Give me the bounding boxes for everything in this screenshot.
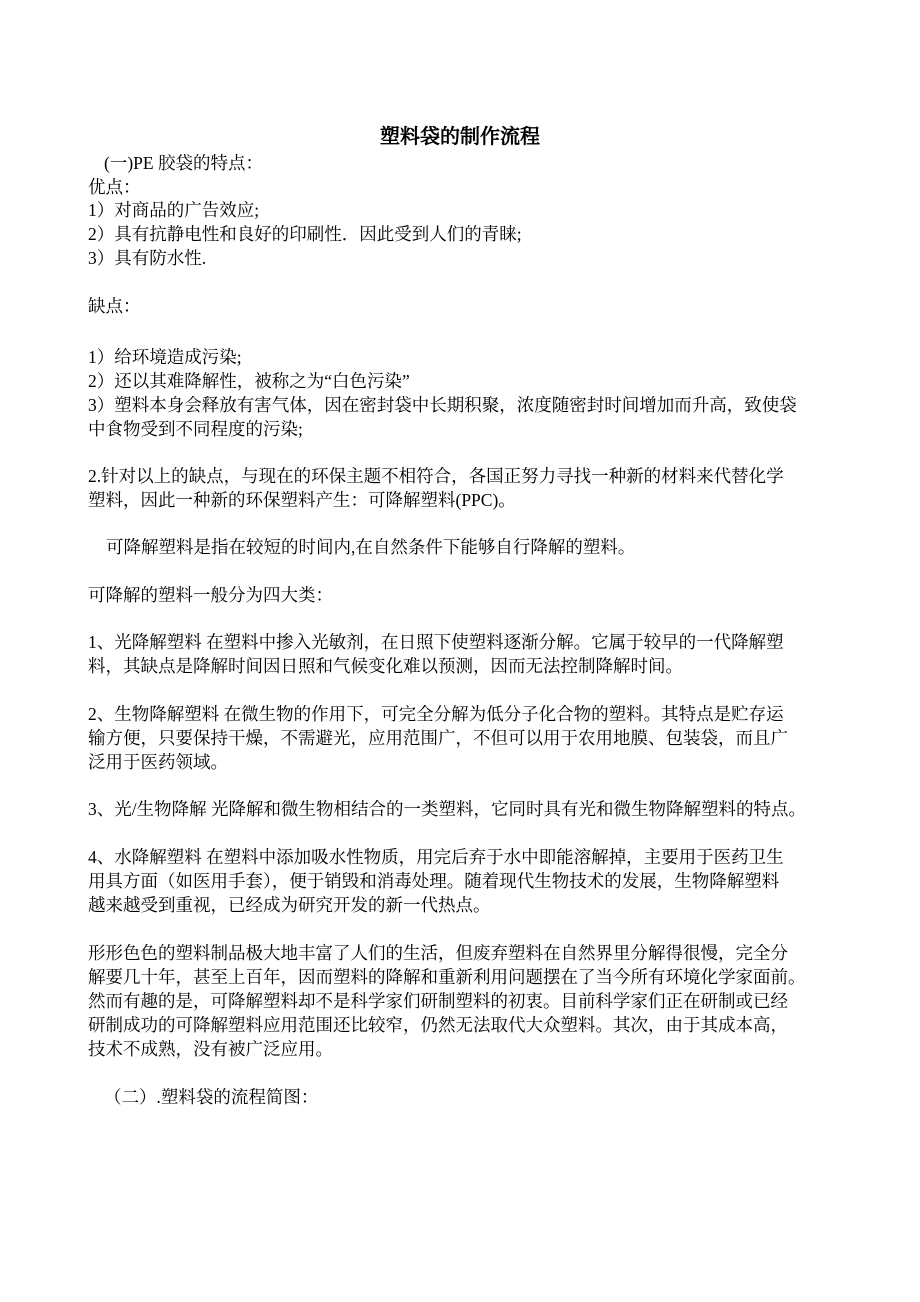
category-1: 料，其缺点是降解时间因日照和气候变化难以预测，因而无法控制降解时间。 xyxy=(88,656,683,676)
paragraph-line: 2.针对以上的缺点，与现在的环保主题不相符合，各国正努力寻找一种新的材料来代替化学 xyxy=(88,466,784,486)
category-2: 泛用于医药领域。 xyxy=(88,752,228,772)
summary-line: 解要几十年，甚至上百年，因而塑料的降解和重新利用问题摆在了当今所有环境化学家面前。 xyxy=(88,967,806,987)
cons-item: 1）给环境造成污染; xyxy=(88,347,242,367)
pros-item: 3）具有防水性. xyxy=(88,248,207,268)
pros-item: 2）具有抗静电性和良好的印刷性．因此受到人们的青睐; xyxy=(88,224,522,244)
category-1: 1、光降解塑料 在塑料中掺入光敏剂，在日照下使塑料逐渐分解。它属于较早的一代降解塑 xyxy=(88,632,784,652)
section-heading: (一)PE 胶袋的特点： xyxy=(104,153,263,173)
cons-item: 2）还以其难降解性，被称之为“白色污染” xyxy=(88,371,410,391)
summary-line: 形形色色的塑料制品极大地丰富了人们的生活，但废弃塑料在自然界里分解得很慢，完全分 xyxy=(88,943,788,963)
summary-line: 研制成功的可降解塑料应用范围还比较窄，仍然无法取代大众塑料。其次，由于其成本高， xyxy=(88,1015,788,1035)
paragraph-line: 塑料，因此一种新的环保塑料产生：可降解塑料(PPC)。 xyxy=(88,490,516,510)
category-2: 2、生物降解塑料 在微生物的作用下，可完全分解为低分子化合物的塑料。其特点是贮存运 xyxy=(88,704,784,724)
summary-line: 然而有趣的是，可降解塑料却不是科学家们研制塑料的初衷。目前科学家们正在研制或已经 xyxy=(88,991,788,1011)
cons-item: 中食物受到不同程度的污染; xyxy=(88,419,303,439)
category-4: 4、水降解塑料 在塑料中添加吸水性物质，用完后弃于水中即能溶解掉，主要用于医药卫生 xyxy=(88,847,784,867)
cons-item: 3）塑料本身会释放有害气体，因在密封袋中长期积聚，浓度随密封时间增加而升高，致使袋 xyxy=(88,395,797,415)
category-3: 3、光/生物降解 光降解和微生物相结合的一类塑料，它同时具有光和微生物降解塑料的特点。 xyxy=(88,799,806,819)
pros-item: 1）对商品的广告效应; xyxy=(88,200,260,220)
pros-label: 优点： xyxy=(88,177,141,197)
category-4: 越来越受到重视，已经成为研究开发的新一代热点。 xyxy=(88,895,491,915)
cons-label: 缺点： xyxy=(88,296,141,316)
definition-paragraph: 可降解塑料是指在较短的时间内,在自然条件下能够自行降解的塑料。 xyxy=(106,537,636,557)
category-2: 输方便，只要保持干燥，不需避光，应用范围广，不但可以用于农用地膜、包装袋，而且广 xyxy=(88,728,788,748)
section-heading-2: （二）.塑料袋的流程简图： xyxy=(104,1087,319,1107)
categories-intro: 可降解的塑料一般分为四大类： xyxy=(88,585,333,605)
summary-line: 技术不成熟，没有被广泛应用。 xyxy=(88,1039,333,1059)
document-title: 塑料袋的制作流程 xyxy=(380,126,540,148)
category-4: 用具方面（如医用手套），便于销毁和消毒处理。随着现代生物技术的发展，生物降解塑料 xyxy=(88,871,780,891)
